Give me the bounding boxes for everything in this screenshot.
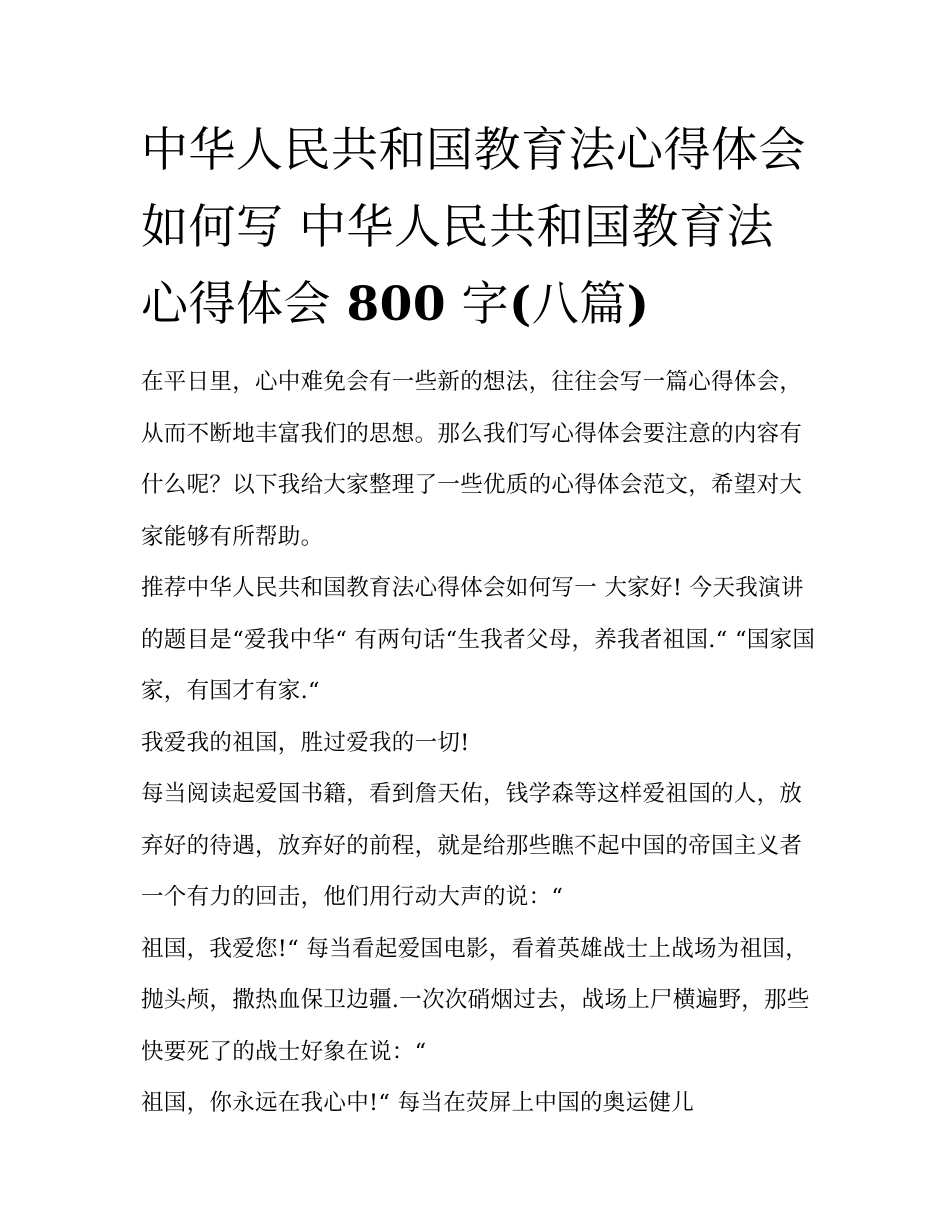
title-paren-open: ( <box>509 277 532 332</box>
paragraph-olympics: 祖国，你永远在我心中!“ 每当在荧屏上中国的奥运健儿 <box>141 1090 694 1116</box>
title-unit: 字 <box>446 277 510 332</box>
paragraph-patriotic-books: 每当阅读起爱国书籍，看到詹天佑，钱学森等这样爱祖国的人，放弃好的待遇，放弃好的前程，就是给那些瞧不起中国的帝国主义者一个有力的回击，他们用行动大声的说：“ <box>141 781 803 910</box>
paragraph-love-motherland: 我爱我的祖国，胜过爱我的一切! <box>141 729 470 756</box>
paragraph-intro: 在平日里，心中难免会有一些新的想法，往往会写一篇心得体会，从而不断地丰富我们的思想。那么我们写心得体会要注意的内容有什么呢？以下我给大家整理了一些优质的心得体会范文，希望对大家能够有所帮助。 <box>141 369 803 550</box>
paragraph-speech-opening: 推荐中华人民共和国教育法心得体会如何写一 大家好! 今天我演讲的题目是“爱我中华“ 有两句话“生我者父母，养我者祖国.“ “国家国家，有国才有家.“ <box>141 575 816 704</box>
document-body <box>141 112 821 1130</box>
paragraph-patriotic-films: 祖国，我爱您!“ 每当看起爱国电影，看着英雄战士上战场为祖国，抛头颅，撒热血保卫边疆.一次次硝烟过去，战场上尸横遍野，那些快要死了的战士好象在说：“ <box>141 935 810 1065</box>
title-paren-close: ) <box>626 277 650 332</box>
title-text: 中华人民共和国教育法心得体会如何写 中华人民共和国教育法心得体会 <box>141 123 806 332</box>
title-number: 800 <box>346 277 447 332</box>
title-count: 八篇 <box>531 277 627 332</box>
document-title <box>141 112 821 343</box>
